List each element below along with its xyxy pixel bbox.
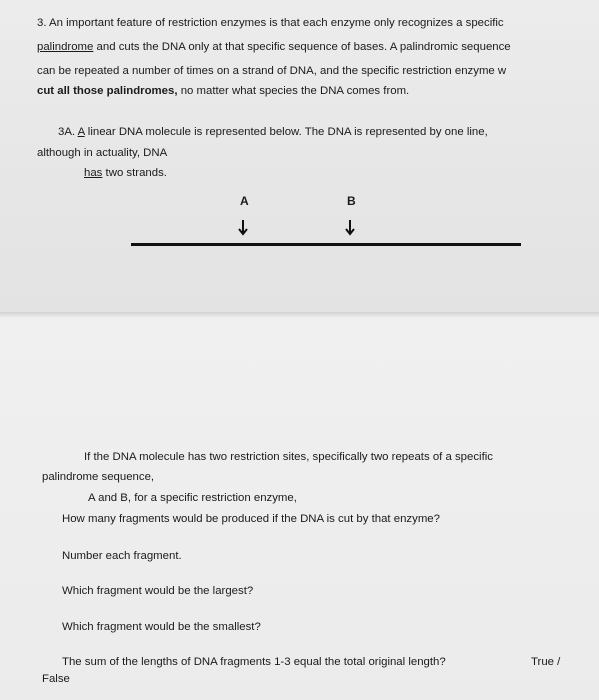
question-largest: Which fragment would be the largest? [62,585,254,597]
intro-bold-phrase: cut all those palindromes, [37,85,178,97]
has-word: has [84,167,103,179]
part-3a-line-1 [58,125,488,139]
part-3a-line-3-rest: two strands. [105,167,167,179]
part-3a-line-3 [84,166,167,180]
part-3a-line-2: although in actuality, DNA [37,147,168,159]
site-a-arrow-icon [238,220,248,236]
palindrome-word: palindrome [37,41,94,53]
true-option: True / [531,656,561,668]
intro-line-1: 3. An important feature of restriction enzymes is that each enzyme only recognizes a specific [37,17,504,29]
intro-line-4 [37,84,409,98]
false-option: False [42,673,70,685]
question-number-each: Number each fragment. [62,550,182,562]
question-line-3: A and B, for a specific restriction enzyme, [88,492,297,504]
question-line-1: If the DNA molecule has two restriction sites, specifically two repeats of a specific [84,451,493,463]
site-b-arrow-icon [345,220,355,236]
intro-line-3: can be repeated a number of times on a strand of DNA, and the specific restriction enzyme w [37,65,507,77]
question-line-2: palindrome sequence, [42,471,155,483]
part-3a-prefix: 3A. [58,126,76,138]
intro-line-2-rest: and cuts the DNA only at that specific sequence of bases. A palindromic sequence [96,41,511,53]
site-a-label: A [240,194,249,208]
question-smallest: Which fragment would be the smallest? [62,621,261,633]
intro-line-4-rest: no matter what species the DNA comes from. [180,85,410,97]
part-3a-article: A [77,126,85,138]
question-sum: The sum of the lengths of DNA fragments 1-3 equal the total original length? [62,656,446,668]
site-b-label: B [347,194,356,208]
page-lower [0,318,599,700]
part-3a-line-1-rest: linear DNA molecule is represented below. The DNA is represented by one line, [87,126,488,138]
intro-line-2 [37,40,511,54]
dna-molecule-line [131,243,521,246]
question-fragments: How many fragments would be produced if the DNA is cut by that enzyme? [62,513,440,525]
